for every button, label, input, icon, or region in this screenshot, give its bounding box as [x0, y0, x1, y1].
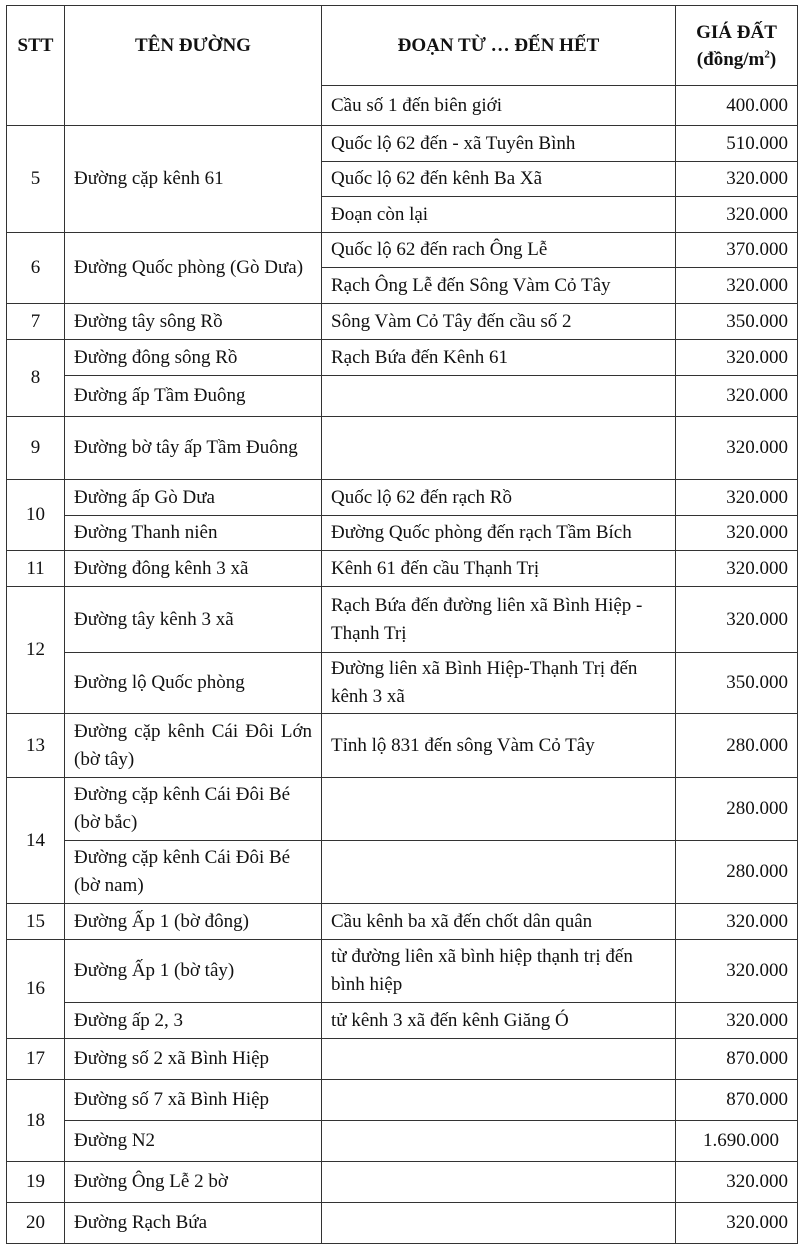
header-price-unit: $(đồng/m^2)$ — [696, 48, 777, 70]
price-cell: 400.000 — [676, 86, 798, 126]
road-name-cell: Đường bờ tây ấp Tầm Đuông — [65, 417, 322, 480]
price-cell: 320.000 — [676, 268, 798, 304]
price-cell: 320.000 — [676, 1003, 798, 1039]
table-row — [7, 940, 798, 1003]
segment-cell — [322, 376, 676, 417]
price-cell: 320.000 — [676, 480, 798, 516]
price-cell: 320.000 — [676, 376, 798, 417]
price-cell: 320.000 — [676, 162, 798, 197]
table-row — [7, 233, 798, 268]
stt-cell: 6 — [7, 233, 65, 304]
header-stt: STT — [7, 6, 65, 126]
road-name-cell: Đường lộ Quốc phòng — [65, 653, 322, 714]
stt-cell: 12 — [7, 587, 65, 714]
segment-cell — [322, 841, 676, 904]
table-row — [7, 1080, 798, 1121]
price-cell: 320.000 — [676, 516, 798, 551]
stt-cell: 20 — [7, 1203, 65, 1244]
price-cell: 280.000 — [676, 714, 798, 778]
segment-cell: Cầu số 1 đến biên giới — [322, 86, 676, 126]
road-name-cell: Đường tây kênh 3 xã — [65, 587, 322, 653]
table-row — [7, 480, 798, 516]
road-name-cell: Đường cặp kênh Cái Đôi Lớn (bờ tây) — [65, 714, 322, 778]
road-name-cell: Đường Ấp 1 (bờ đông) — [65, 904, 322, 940]
table-row — [7, 653, 798, 714]
table-row — [7, 516, 798, 551]
road-name-cell: Đường tây sông Rồ — [65, 304, 322, 340]
segment-cell: Cầu kênh ba xã đến chốt dân quân — [322, 904, 676, 940]
segment-cell — [322, 1039, 676, 1080]
segment-cell: từ đường liên xã bình hiệp thạnh trị đến bình hiệp — [322, 940, 676, 1003]
table-row — [7, 1203, 798, 1244]
segment-cell: Rạch Bứa đến Kênh 61 — [322, 340, 676, 376]
road-name-cell: Đường Rạch Bứa — [65, 1203, 322, 1244]
segment-cell — [322, 1203, 676, 1244]
segment-cell: Sông Vàm Cỏ Tây đến cầu số 2 — [322, 304, 676, 340]
table-row — [7, 841, 798, 904]
road-name-cell: Đường ấp Gò Dưa — [65, 480, 322, 516]
stt-cell: 5 — [7, 126, 65, 233]
road-name-cell: Đường cặp kênh Cái Đôi Bé (bờ nam) — [65, 841, 322, 904]
segment-cell: Rạch Bứa đến đường liên xã Bình Hiệp - Thạnh Trị — [322, 587, 676, 653]
price-cell: 320.000 — [676, 940, 798, 1003]
table-row — [7, 1162, 798, 1203]
table-row — [7, 304, 798, 340]
stt-cell: 19 — [7, 1162, 65, 1203]
segment-cell: Đoạn còn lại — [322, 197, 676, 233]
price-cell: 280.000 — [676, 841, 798, 904]
stt-cell: 17 — [7, 1039, 65, 1080]
road-name-cell: Đường số 2 xã Bình Hiệp — [65, 1039, 322, 1080]
road-name-cell: Đường số 7 xã Bình Hiệp — [65, 1080, 322, 1121]
table-row — [7, 778, 798, 841]
price-cell: 280.000 — [676, 778, 798, 841]
road-name-cell: Đường cặp kênh 61 — [65, 126, 322, 233]
segment-cell: Quốc lộ 62 đến kênh Ba Xã — [322, 162, 676, 197]
table-row — [7, 1003, 798, 1039]
header-price — [676, 6, 798, 86]
price-cell: 510.000 — [676, 126, 798, 162]
table-row — [7, 376, 798, 417]
table-row — [7, 126, 798, 162]
price-cell: 1.690.000 — [676, 1121, 798, 1162]
road-name-cell: Đường Thanh niên — [65, 516, 322, 551]
header-segment: ĐOẠN TỪ … ĐẾN HẾT — [322, 6, 676, 86]
segment-cell — [322, 1121, 676, 1162]
stt-cell: 14 — [7, 778, 65, 904]
price-cell: 320.000 — [676, 587, 798, 653]
price-cell: 320.000 — [676, 1162, 798, 1203]
table-row — [7, 587, 798, 653]
segment-cell — [322, 1080, 676, 1121]
stt-cell: 15 — [7, 904, 65, 940]
stt-cell: 11 — [7, 551, 65, 587]
road-name-cell: Đường Ấp 1 (bờ tây) — [65, 940, 322, 1003]
price-cell: 320.000 — [676, 417, 798, 480]
segment-cell: tử kênh 3 xã đến kênh Giăng Ó — [322, 1003, 676, 1039]
table-row — [7, 417, 798, 480]
segment-cell: Đường liên xã Bình Hiệp-Thạnh Trị đến kênh 3 xã — [322, 653, 676, 714]
stt-cell: 13 — [7, 714, 65, 778]
segment-cell: Tỉnh lộ 831 đến sông Vàm Cỏ Tây — [322, 714, 676, 778]
table-row — [7, 340, 798, 376]
road-name-cell: Đường đông kênh 3 xã — [65, 551, 322, 587]
stt-cell: 9 — [7, 417, 65, 480]
price-cell: 370.000 — [676, 233, 798, 268]
stt-cell: 16 — [7, 940, 65, 1039]
road-name-cell: Đường ấp Tầm Đuông — [65, 376, 322, 417]
road-name-cell: Đường ấp 2, 3 — [65, 1003, 322, 1039]
land-price-table — [6, 5, 798, 1244]
segment-cell: Quốc lộ 62 đến rạch Rồ — [322, 480, 676, 516]
road-name-cell: Đường đông sông Rồ — [65, 340, 322, 376]
stt-cell: 10 — [7, 480, 65, 551]
price-cell: 320.000 — [676, 904, 798, 940]
road-name-cell: Đường cặp kênh Cái Đôi Bé (bờ bắc) — [65, 778, 322, 841]
segment-cell: Quốc lộ 62 đến rach Ông Lễ — [322, 233, 676, 268]
header-price-label: GIÁ ĐẤT — [696, 21, 777, 43]
segment-cell: Rạch Ông Lễ đến Sông Vàm Cỏ Tây — [322, 268, 676, 304]
segment-cell: Đường Quốc phòng đến rạch Tầm Bích — [322, 516, 676, 551]
price-cell: 320.000 — [676, 551, 798, 587]
segment-cell: Quốc lộ 62 đến - xã Tuyên Bình — [322, 126, 676, 162]
stt-cell: 7 — [7, 304, 65, 340]
price-cell: 320.000 — [676, 197, 798, 233]
segment-cell — [322, 1162, 676, 1203]
header-row — [7, 6, 798, 86]
segment-cell — [322, 417, 676, 480]
price-cell: 870.000 — [676, 1080, 798, 1121]
table-row — [7, 1039, 798, 1080]
price-cell: 320.000 — [676, 1203, 798, 1244]
stt-cell: 18 — [7, 1080, 65, 1162]
price-cell: 320.000 — [676, 340, 798, 376]
table-row — [7, 714, 798, 778]
price-cell: 870.000 — [676, 1039, 798, 1080]
header-road-name: TÊN ĐƯỜNG — [65, 6, 322, 126]
price-cell: 350.000 — [676, 304, 798, 340]
stt-cell: 8 — [7, 340, 65, 417]
price-cell: 350.000 — [676, 653, 798, 714]
road-name-cell: Đường Quốc phòng (Gò Dưa) — [65, 233, 322, 304]
table-row — [7, 551, 798, 587]
table-row — [7, 904, 798, 940]
segment-cell: Kênh 61 đến cầu Thạnh Trị — [322, 551, 676, 587]
table-row — [7, 1121, 798, 1162]
road-name-cell: Đường N2 — [65, 1121, 322, 1162]
road-name-cell: Đường Ông Lễ 2 bờ — [65, 1162, 322, 1203]
segment-cell — [322, 778, 676, 841]
